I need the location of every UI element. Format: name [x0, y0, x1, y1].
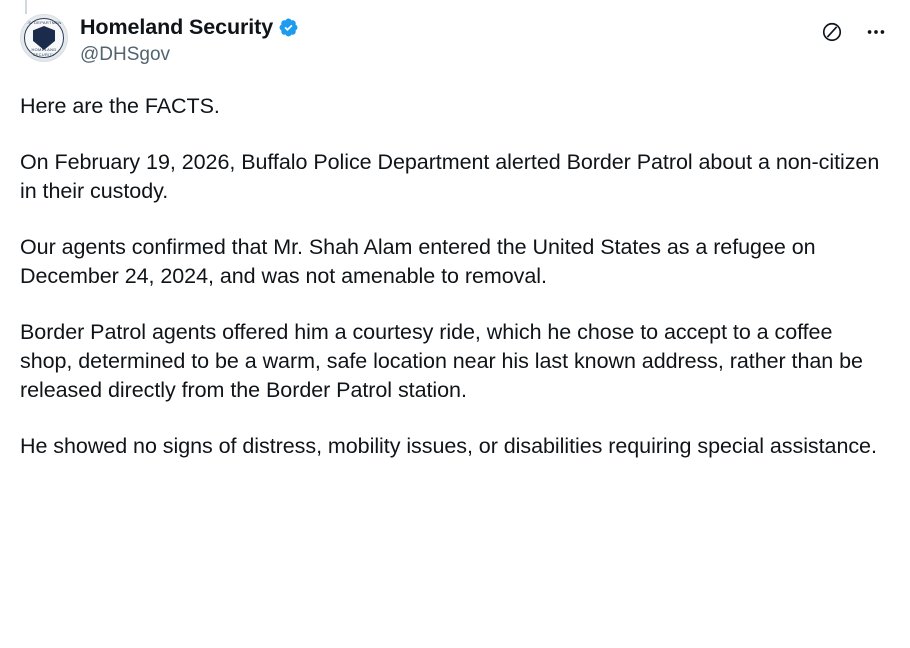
tweet-paragraph: He showed no signs of distress, mobility issues, or disabilities requiring special assistance.: [20, 434, 877, 458]
display-name[interactable]: Homeland Security: [80, 15, 274, 39]
verified-badge-icon: [278, 17, 299, 38]
tweet-paragraph: Border Patrol agents offered him a courtesy ride, which he chose to accept to a coffee shop, determined to be a warm, safe location near his last known address, rather than be released directly from the Border Patrol station.: [20, 320, 863, 402]
seal-top-text: U.S. DEPARTMENT: [23, 20, 65, 25]
account-handle[interactable]: @DHSgov: [80, 43, 171, 65]
account-names: [80, 14, 299, 67]
tweet-header: [20, 14, 890, 76]
avatar[interactable]: [20, 14, 68, 62]
seal-bottom-text: HOMELAND SECURITY: [31, 47, 57, 57]
tweet-paragraph: Here are the FACTS.: [20, 94, 220, 118]
tweet-paragraph: On February 19, 2026, Buffalo Police Department alerted Border Patrol about a non-citizen in their custody.: [20, 150, 880, 203]
tweet-header-actions: [820, 20, 888, 44]
tweet-paragraph: Our agents confirmed that Mr. Shah Alam entered the United States as a refugee on December 24, 2024, and was not amenable to removal.: [20, 235, 816, 288]
thread-connector-line: [25, 0, 27, 14]
slashed-circle-icon[interactable]: [820, 20, 844, 44]
tweet-body: [20, 92, 882, 461]
display-name-row: [80, 15, 299, 41]
more-options-icon[interactable]: [864, 20, 888, 44]
